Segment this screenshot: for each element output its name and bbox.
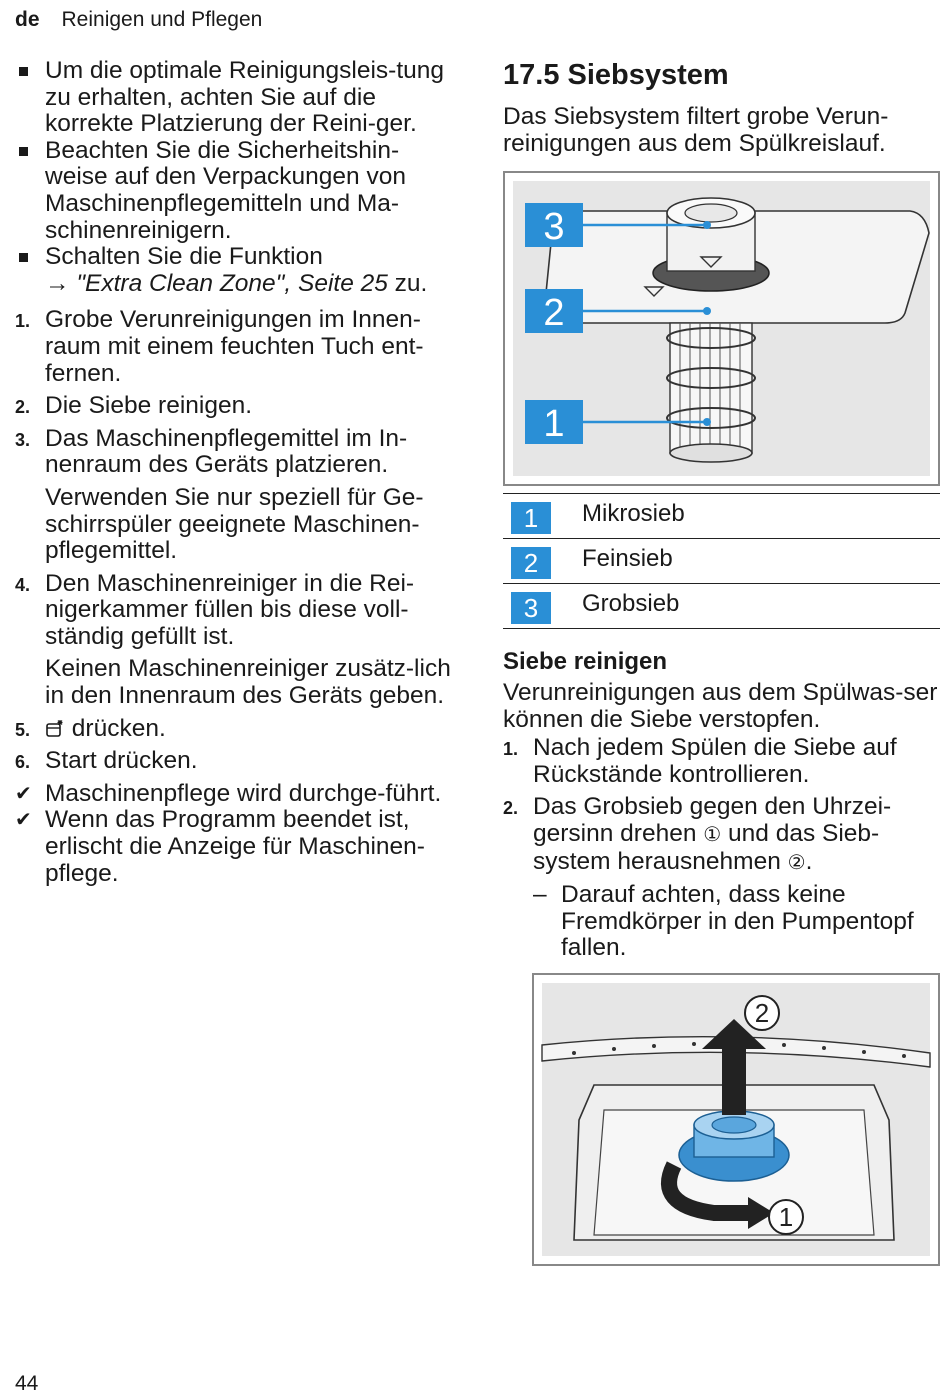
paragraph: Verunreinigungen aus dem Spülwas-ser können die Siebe verstopfen.	[503, 679, 938, 733]
step-item	[15, 426, 455, 479]
remove-filter-illustration	[534, 975, 938, 1264]
step-text: Das Maschinenpflegemittel im In-nenraum des Geräts platzieren.	[45, 424, 408, 479]
step-number: 1.	[503, 739, 519, 760]
step-text: Grobe Verunreinigungen im Innen-raum mit einem feuchten Tuch ent-fernen.	[45, 306, 424, 387]
result-item	[15, 807, 455, 887]
legend-badge: 3	[511, 592, 551, 624]
legend-row	[503, 493, 940, 538]
remove-filter-figure	[532, 973, 940, 1266]
section-heading: 17.5 Siebsystem	[503, 59, 729, 91]
step-text: Den Maschinenreiniger in die Rei-nigerkammer füllen bis diese voll-ständig gefüllt ist.	[45, 569, 415, 650]
step-number: 3.	[15, 429, 31, 450]
step-text: .	[805, 847, 813, 875]
step-number: 1.	[15, 311, 31, 332]
legend-label: Feinsieb	[582, 545, 673, 572]
cross-reference-link[interactable]: "Extra Clean Zone", Seite 25	[76, 269, 388, 297]
step-number: 5.	[15, 719, 31, 740]
result-item	[15, 781, 455, 808]
figure-legend	[503, 493, 940, 629]
step-item	[503, 794, 943, 876]
step-note: Verwenden Sie nur speziell für Ge-schirrspüler geeignete Maschinen-pflegemittel.	[45, 483, 424, 565]
step-number: 4.	[15, 574, 31, 595]
step-number: 6.	[15, 752, 31, 773]
arrow-icon: →	[45, 269, 70, 297]
bullet-item	[15, 58, 455, 138]
bullet-text: Beachten Sie die Sicherheitshin-weise auf den Verpackungen von Maschinenpflegemitteln und Ma-schinenreinigern.	[45, 136, 406, 244]
legend-label: Mikrosieb	[582, 500, 685, 527]
filter-system-illustration	[505, 173, 938, 484]
legend-badge: 1	[511, 502, 551, 534]
right-column-top	[503, 58, 943, 157]
legend-badge: 2	[511, 547, 551, 579]
step-text: drücken.	[96, 747, 198, 775]
step-text: Das Grobsieb gegen den Uhrzei-gersinn drehen	[533, 793, 892, 847]
legend-row	[503, 538, 940, 583]
filter-system-figure	[503, 171, 940, 486]
step-item	[15, 393, 455, 420]
checkmark-icon: ✔	[15, 782, 32, 805]
step-number: 2.	[15, 397, 31, 418]
bullet-text: Schalten Sie die Funktion	[45, 243, 323, 271]
step-item	[15, 571, 455, 651]
start-button-label: Start	[45, 747, 97, 775]
page-header	[15, 8, 262, 32]
result-text: Maschinenpflege wird durchge-führt.	[45, 779, 442, 807]
bullet-text: Um die optimale Reinigungsleis-tung zu erhalten, achten Sie auf die korrekte Platzierung der Reini-ger.	[45, 57, 445, 138]
dash-item: – Darauf achten, dass keine Fremdkörper in den Pumpentopf fallen.	[503, 882, 943, 962]
legend-label: Grobsieb	[582, 590, 680, 617]
checkmark-icon: ✔	[15, 809, 32, 832]
circled-one: ①	[703, 823, 722, 846]
legend-row	[503, 583, 940, 629]
right-column-bottom	[503, 648, 943, 962]
callout-label-1: 1	[543, 403, 565, 445]
bullet-item	[15, 138, 455, 244]
language-tag: de	[15, 8, 40, 31]
step-text: Die Siebe reinigen.	[45, 392, 253, 420]
callout-label-3: 3	[543, 206, 565, 248]
section-title: Reinigen und Pflegen	[61, 8, 263, 31]
step-item	[503, 735, 943, 788]
step-number: 2.	[503, 798, 519, 819]
subheading: Siebe reinigen	[503, 648, 668, 675]
step-item	[15, 307, 455, 387]
step-text: Nach jedem Spülen die Siebe auf Rückstände kontrollieren.	[533, 734, 897, 788]
callout-2: 2	[754, 998, 770, 1028]
step-item	[15, 716, 455, 743]
page-number: 44	[15, 1372, 39, 1395]
step-text: drücken.	[65, 714, 166, 742]
machine-care-icon	[45, 718, 65, 738]
step-note: Keinen Maschinenreiniger zusätz-lich in den Innenraum des Geräts geben.	[45, 655, 451, 710]
circled-two: ②	[787, 851, 806, 874]
intro-text: Das Siebsystem filtert grobe Verun-reinigungen aus dem Spülkreislauf.	[503, 103, 889, 157]
callout-1: 1	[778, 1202, 794, 1232]
step-item	[15, 748, 455, 775]
result-text: Wenn das Programm beendet ist, erlischt die Anzeige für Maschinen-pflege.	[45, 806, 425, 887]
callout-label-2: 2	[543, 292, 565, 334]
bullet-item	[15, 244, 455, 297]
bullet-text: zu.	[387, 269, 428, 297]
left-column	[15, 58, 455, 887]
step-text: und das Sieb-system herausnehmen	[533, 819, 880, 875]
